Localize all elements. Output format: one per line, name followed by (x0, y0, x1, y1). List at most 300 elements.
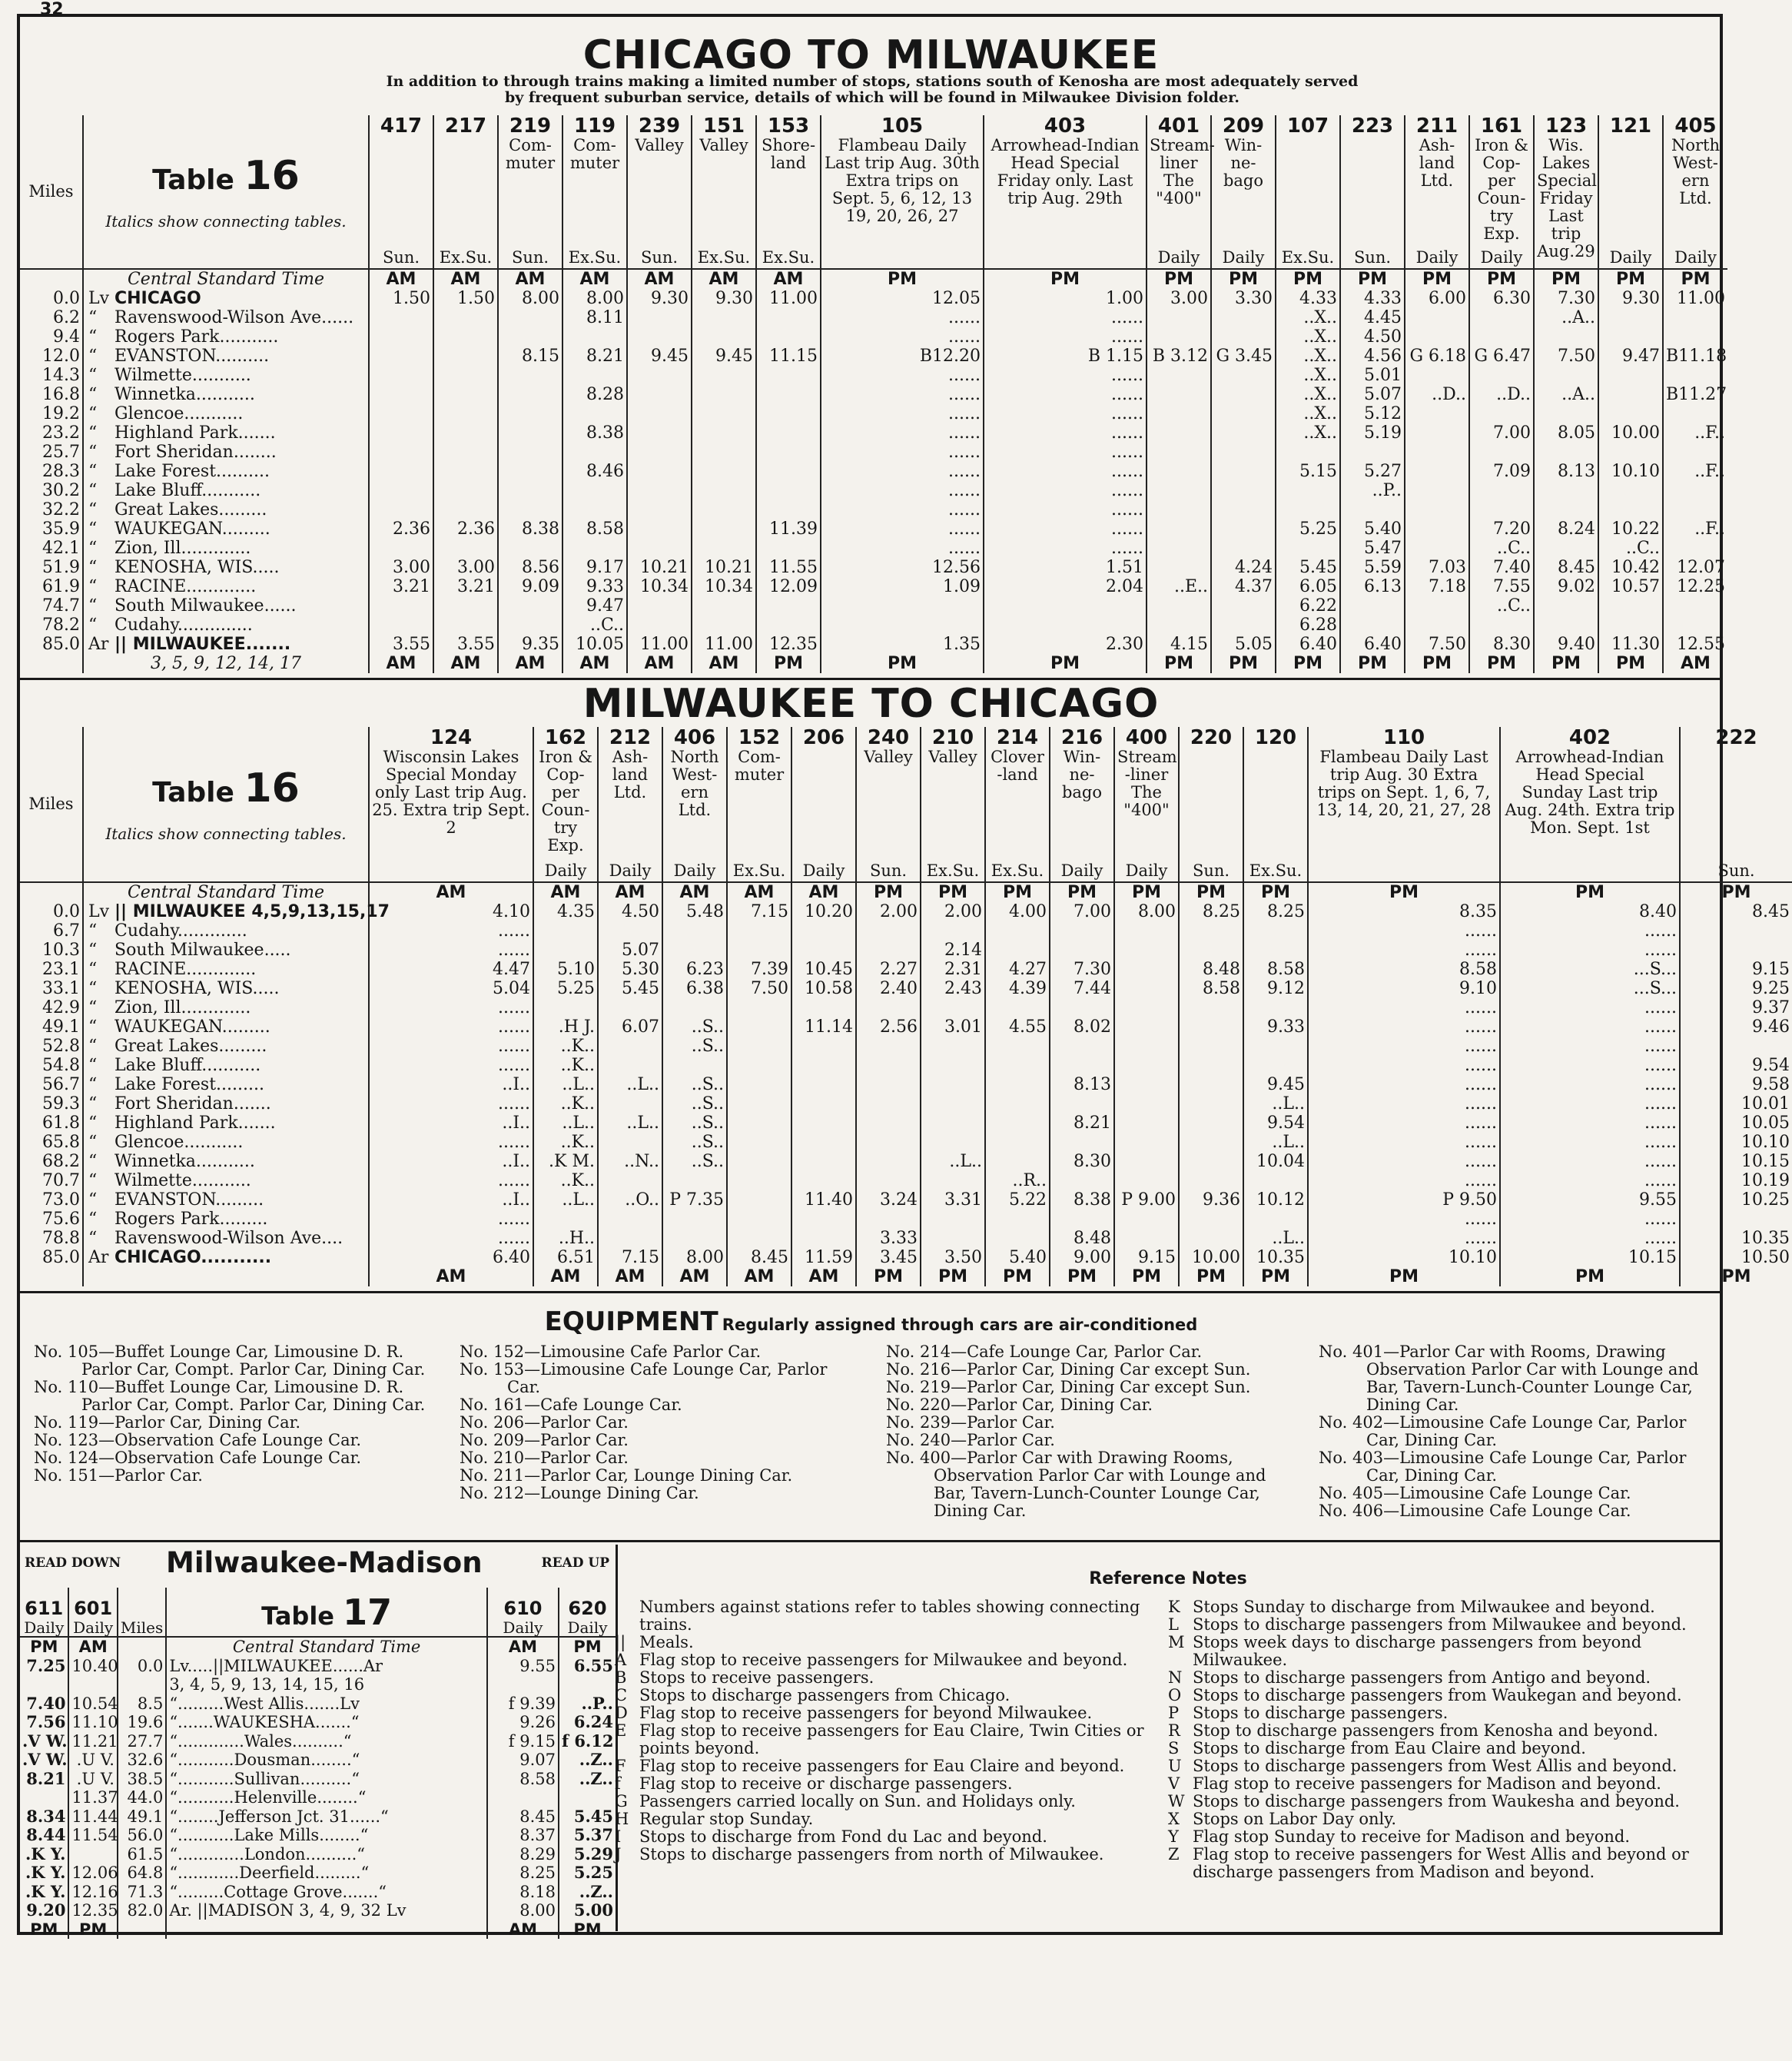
equipment-header (0, 1306, 1742, 1337)
chicago-milwaukee-table (20, 115, 1727, 673)
time-cell (1276, 635, 1340, 654)
time-cell (662, 1152, 727, 1171)
time-cell (821, 289, 984, 308)
ampm-label: PM (1615, 270, 1646, 289)
miles-cell (20, 539, 83, 558)
time-cell (627, 481, 692, 500)
time-cell (1308, 1190, 1500, 1210)
time-cell (1340, 500, 1405, 519)
station-row (20, 423, 1727, 443)
note-key: J (615, 1845, 622, 1864)
time-cell (1050, 1075, 1114, 1094)
time-value: 8.38 (522, 519, 559, 539)
miles-value: 64.8 (127, 1864, 164, 1882)
time-cell (1179, 1113, 1243, 1133)
station-row (20, 1210, 1792, 1229)
reference-note (1168, 1704, 1714, 1722)
time-cell (1598, 500, 1663, 519)
time-value: ..K.. (560, 1094, 595, 1113)
station-name: WAUKEGAN......... (114, 519, 270, 539)
time-cell (487, 1901, 559, 1920)
time-cell (369, 462, 433, 481)
ampm-label: PM (1575, 1267, 1605, 1286)
time-cell (921, 902, 985, 921)
time-value: .U V. (76, 1769, 114, 1788)
station-name: Winnetka........... (114, 385, 255, 404)
time-cell (921, 1056, 985, 1075)
time-cell (1211, 539, 1276, 558)
time-cell (1663, 577, 1727, 596)
lv-ar-mark: “ (88, 423, 98, 443)
time-value: ..L.. (949, 1152, 982, 1171)
reference-note (615, 1634, 1153, 1651)
time-cell (1147, 635, 1211, 654)
time-cell (598, 1017, 662, 1037)
time-value: 9.47 (586, 596, 624, 616)
time-value: ...... (1465, 1056, 1497, 1075)
time-cell (118, 1901, 166, 1920)
train-description: Clover -land (991, 748, 1044, 784)
train-number: 151 (702, 114, 745, 138)
train-days: Daily (1060, 861, 1103, 880)
time-cell (1276, 443, 1340, 462)
lv-ar-mark: “ (88, 979, 98, 998)
time-cell (1340, 616, 1405, 635)
station-cell (83, 308, 369, 327)
station-name: Ravenswood-Wilson Ave.... (114, 1229, 343, 1248)
time-cell (68, 1770, 117, 1789)
ampm-cell (821, 269, 984, 289)
ampm-label: AM (508, 1920, 538, 1939)
time-value: ..I.. (502, 1075, 530, 1094)
time-value: 10.58 (805, 979, 853, 998)
note-text: Stops to discharge passengers from Chicago. (639, 1686, 1010, 1704)
ampm-cell (118, 1637, 166, 1657)
time-value: ...... (1111, 462, 1143, 481)
time-cell (921, 1210, 985, 1229)
time-cell (756, 616, 821, 635)
time-cell (1114, 1113, 1179, 1133)
train-description: Iron & Cop-per Coun-try Exp. (539, 748, 592, 855)
time-cell (369, 404, 433, 423)
time-value: 9.46 (1752, 1017, 1790, 1037)
time-value: P 9.50 (1442, 1190, 1497, 1210)
station-row (20, 1732, 616, 1751)
lv-ar-mark: Ar (88, 635, 109, 654)
station-name: “.............London..........“ (169, 1844, 366, 1864)
time-cell (369, 1094, 533, 1113)
time-cell (1534, 519, 1598, 539)
time-value: ...... (1465, 1037, 1497, 1056)
miles-cell (20, 1133, 83, 1152)
time-cell (533, 1037, 598, 1056)
time-cell (692, 366, 756, 385)
station-cell (166, 1713, 487, 1732)
time-value: ..A.. (1561, 308, 1595, 327)
time-cell (1211, 347, 1276, 366)
time-cell (1500, 1037, 1680, 1056)
time-cell (692, 289, 756, 308)
note-key: K (1168, 1598, 1180, 1616)
station-cell (83, 327, 369, 347)
blank-cell (20, 882, 83, 902)
equipment-column-3 (886, 1343, 1278, 1520)
ampm-label: AM (1681, 654, 1711, 673)
train-number: 217 (444, 114, 487, 138)
note-text: Stops to discharge passengers from Waukegan and beyond. (1193, 1686, 1682, 1704)
time-cell (856, 1229, 921, 1248)
train-number: 223 (1351, 114, 1394, 138)
time-cell (1147, 462, 1211, 481)
station-row (20, 289, 1727, 308)
time-value: 7.55 (1493, 577, 1531, 596)
time-cell (1147, 596, 1211, 616)
time-value: 5.25 (1299, 519, 1337, 539)
time-cell (1405, 500, 1469, 519)
note-text: Meals. (639, 1633, 694, 1651)
time-value: 5.40 (1364, 519, 1402, 539)
note-text: Stops week days to discharge passengers from beyond Milwaukee. (1193, 1633, 1642, 1669)
time-cell (68, 1694, 117, 1714)
time-cell (1147, 577, 1211, 596)
ampm-cell (791, 1267, 856, 1286)
time-value: 9.54 (1267, 1113, 1305, 1133)
station-row (20, 1229, 1792, 1248)
station-cell (166, 1770, 487, 1789)
time-cell (1050, 902, 1114, 921)
station-row (20, 1864, 616, 1883)
time-cell (1500, 902, 1680, 921)
time-cell (1114, 1248, 1179, 1267)
ampm-cell (1340, 269, 1405, 289)
equipment-entry: No. 206—Parlor Car. (460, 1413, 629, 1432)
time-cell (1308, 1094, 1500, 1113)
reference-note (1168, 1793, 1714, 1810)
train-column-header (433, 115, 498, 269)
time-cell (662, 1190, 727, 1210)
time-cell (369, 481, 433, 500)
read-up-label: READ UP (541, 1555, 609, 1571)
station-cell (83, 1229, 369, 1248)
time-cell (756, 347, 821, 366)
time-cell (921, 1113, 985, 1133)
note-key: R (1168, 1721, 1180, 1740)
time-value: 9.45 (651, 347, 689, 366)
time-cell (498, 404, 562, 423)
ampm-cell (498, 269, 562, 289)
train-days: Sun. (640, 248, 679, 267)
time-cell (921, 998, 985, 1017)
station-row (20, 1152, 1792, 1171)
time-cell (1663, 596, 1727, 616)
time-cell (369, 289, 433, 308)
reference-note (615, 1722, 1153, 1757)
time-cell (20, 1751, 68, 1770)
time-value: ...... (498, 1210, 530, 1229)
miles-value: 0.0 (53, 289, 80, 308)
lv-ar-mark: “ (88, 960, 98, 979)
time-cell (1211, 289, 1276, 308)
milwaukee-chicago-table (20, 727, 1792, 1286)
time-value: 8.37 (519, 1826, 556, 1844)
time-value: 10.10 (1741, 1133, 1790, 1152)
time-value: ..F.. (1694, 423, 1725, 443)
miles-value: 54.8 (42, 1056, 80, 1075)
time-cell (1663, 423, 1727, 443)
train-days: Ex.Su. (1249, 861, 1303, 880)
time-value: ...... (1644, 1152, 1677, 1171)
time-value: 5.19 (1364, 423, 1402, 443)
ampm-label: AM (450, 654, 481, 673)
station-row (20, 1171, 1792, 1190)
lv-ar-mark: “ (88, 941, 98, 960)
time-cell (559, 1807, 616, 1827)
time-cell (1114, 1037, 1179, 1056)
station-cell (83, 1190, 369, 1210)
station-row (20, 1751, 616, 1770)
time-cell (1276, 385, 1340, 404)
time-cell (1340, 423, 1405, 443)
cst-cell (83, 269, 369, 289)
station-cell (166, 1845, 487, 1864)
lv-ar-mark: “ (88, 1133, 98, 1152)
time-cell (1680, 1113, 1792, 1133)
time-cell (598, 1210, 662, 1229)
time-cell (662, 921, 727, 941)
time-cell (559, 1788, 616, 1807)
time-cell (1179, 921, 1243, 941)
time-cell (692, 500, 756, 519)
time-value: 5.48 (686, 902, 724, 921)
time-cell (68, 1807, 117, 1827)
time-cell (369, 308, 433, 327)
time-cell (791, 1037, 856, 1056)
train-column-header (627, 115, 692, 269)
ampm-cell (1308, 1267, 1500, 1286)
time-cell (1680, 1152, 1792, 1171)
time-value: .H J. (558, 1017, 595, 1037)
ampm-label: AM (709, 654, 739, 673)
station-name: “...........Lake Mills........“ (169, 1826, 369, 1844)
time-cell (756, 308, 821, 327)
time-value: 8.34 (26, 1806, 66, 1826)
time-value: 4.55 (1009, 1017, 1047, 1037)
time-cell (533, 1171, 598, 1190)
ampm-cell (20, 1920, 68, 1940)
lv-ar-mark: Lv (88, 902, 110, 921)
time-cell (1534, 404, 1598, 423)
time-cell (756, 385, 821, 404)
time-value: 2.36 (393, 519, 430, 539)
station-cell (83, 1210, 369, 1229)
time-cell (1405, 443, 1469, 462)
time-cell (1405, 327, 1469, 347)
train-days: Sun. (869, 861, 908, 880)
time-cell (856, 1017, 921, 1037)
time-value: ...... (1465, 941, 1497, 960)
time-value: 6.00 (1429, 289, 1466, 308)
time-cell (68, 1826, 117, 1845)
time-cell (791, 921, 856, 941)
ampm-label: AM (386, 270, 416, 289)
miles-cell (20, 423, 83, 443)
time-cell (487, 1788, 559, 1807)
station-name: Lake Bluff........... (114, 481, 261, 500)
time-cell (1340, 481, 1405, 500)
time-value: 11.00 (1677, 289, 1725, 308)
time-value: 12.35 (71, 1901, 118, 1920)
time-cell (1243, 1133, 1308, 1152)
time-value: 10.21 (705, 558, 753, 577)
time-cell (727, 1229, 791, 1248)
ampm-label: PM (573, 1920, 602, 1939)
time-cell (1405, 481, 1469, 500)
top-note: In addition to through trains making a limited number of stops, stations south of Kenosha are most adequately served by frequent suburban service, details of which will be found in Milwaukee Division folder. (386, 73, 1359, 106)
time-cell (68, 1883, 117, 1902)
miles-cell (20, 1171, 83, 1190)
time-value: 5.00 (573, 1900, 613, 1920)
time-cell (1663, 289, 1727, 308)
time-cell (856, 1037, 921, 1056)
time-cell (662, 1075, 727, 1094)
ampm-cell (1598, 654, 1663, 673)
miles-value: 49.1 (42, 1017, 80, 1037)
station-row (20, 1788, 616, 1807)
ampm-label: PM (1163, 270, 1194, 289)
time-cell (821, 481, 984, 500)
time-value: 10.45 (805, 960, 853, 979)
ampm-label: PM (1002, 883, 1033, 902)
bottom-title: MILWAUKEE TO CHICAGO (582, 681, 1160, 727)
time-cell (1500, 1094, 1680, 1113)
time-cell (985, 1113, 1050, 1133)
reference-note (615, 1793, 1153, 1810)
ampm-label: PM (1228, 270, 1259, 289)
time-value: 7.40 (1493, 558, 1531, 577)
time-cell (627, 404, 692, 423)
note-text: Regular stop Sunday. (639, 1810, 814, 1828)
train-days: Daily (802, 861, 845, 880)
ampm-label: PM (887, 270, 918, 289)
time-cell (498, 596, 562, 616)
time-cell (1243, 960, 1308, 979)
train-column-header (20, 1588, 68, 1637)
time-cell (1405, 366, 1469, 385)
time-cell (1243, 1229, 1308, 1248)
time-cell (1243, 1075, 1308, 1094)
time-value: 1.09 (943, 577, 981, 596)
time-value: 9.54 (1752, 1056, 1790, 1075)
time-cell (756, 635, 821, 654)
time-cell (1469, 347, 1534, 366)
time-cell (984, 289, 1147, 308)
train-column-header (369, 727, 533, 882)
time-cell (1308, 1017, 1500, 1037)
time-value: ...... (1644, 1056, 1677, 1075)
ampm-label: AM (808, 1267, 839, 1286)
time-cell (20, 1732, 68, 1751)
time-cell (533, 979, 598, 998)
ampm-label: AM (386, 654, 416, 673)
equipment-entry: No. 153—Limousine Cafe Lounge Car, Parlor Car. (460, 1360, 828, 1396)
ampm-cell (627, 654, 692, 673)
time-cell (1147, 404, 1211, 423)
lv-ar-mark: “ (88, 1017, 98, 1037)
equipment-entry: No. 151—Parlor Car. (34, 1466, 203, 1485)
ampm-label: AM (615, 1267, 645, 1286)
ampm-cell (1050, 882, 1114, 902)
time-value: 8.46 (586, 462, 624, 481)
station-cell (83, 404, 369, 423)
time-cell (1114, 1152, 1179, 1171)
time-cell (1469, 577, 1534, 596)
station-name: “...........Helenville........“ (169, 1788, 367, 1807)
miles-value: 61.9 (42, 577, 80, 596)
time-cell (559, 1826, 616, 1845)
time-cell (498, 462, 562, 481)
time-cell (68, 1845, 117, 1864)
time-cell (1500, 979, 1680, 998)
time-value: 11.30 (1611, 635, 1660, 654)
time-value: 9.26 (519, 1713, 556, 1731)
time-value: ...... (498, 1037, 530, 1056)
time-value: 9.58 (1752, 1075, 1790, 1094)
time-cell (985, 941, 1050, 960)
time-value: 7.00 (1074, 902, 1111, 921)
time-cell (1405, 616, 1469, 635)
time-value: .K Y. (25, 1863, 66, 1882)
time-value: 5.45 (622, 979, 659, 998)
miles-value: 61.5 (127, 1844, 164, 1864)
lv-ar-mark: “ (88, 327, 98, 347)
time-value: 2.36 (457, 519, 495, 539)
miles-cell (20, 1017, 83, 1037)
time-value: 4.50 (1364, 327, 1402, 347)
time-cell (856, 998, 921, 1017)
train-description: North West-ern Ltd. (1671, 136, 1721, 207)
ampm-label: PM (1422, 270, 1452, 289)
reference-note (1168, 1846, 1714, 1881)
time-cell (1680, 921, 1792, 941)
time-value: 8.45 (751, 1248, 788, 1267)
time-cell (1179, 979, 1243, 998)
time-cell (921, 1229, 985, 1248)
ampm-cell (533, 1267, 598, 1286)
time-cell (921, 921, 985, 941)
time-value: 10.01 (1741, 1094, 1790, 1113)
reference-note (1168, 1828, 1714, 1846)
time-value: ..L.. (626, 1113, 659, 1133)
time-cell (985, 1171, 1050, 1190)
time-cell (1663, 366, 1727, 385)
time-cell (1680, 1094, 1792, 1113)
train-number: 239 (638, 114, 681, 138)
time-cell (20, 1770, 68, 1789)
reference-note (615, 1669, 1153, 1687)
time-cell (821, 347, 984, 366)
station-name: Fort Sheridan....... (114, 1094, 271, 1113)
ampm-cell (166, 1920, 487, 1940)
time-cell (369, 960, 533, 979)
time-cell (369, 1210, 533, 1229)
time-cell (627, 616, 692, 635)
time-value: 7.30 (1074, 960, 1111, 979)
italics-note (86, 213, 366, 231)
equipment-entry: No. 124—Observation Cafe Lounge Car. (34, 1449, 362, 1467)
train-column-header (1680, 727, 1792, 882)
time-cell (1243, 1248, 1308, 1267)
ampm-cell (1405, 269, 1469, 289)
